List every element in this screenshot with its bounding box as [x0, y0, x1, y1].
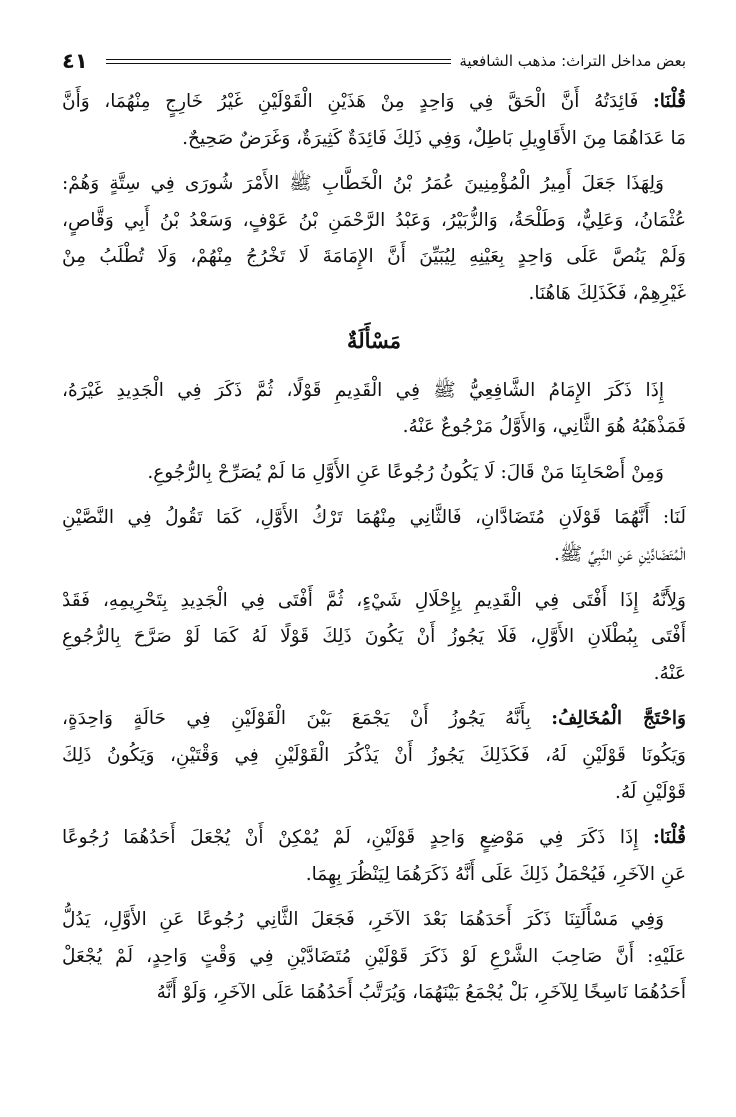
text-line	[62, 902, 686, 939]
paragraph	[62, 583, 686, 693]
page-number: ٤١	[62, 48, 88, 73]
line-text: غَيْرِهِمْ، فَكَذَلِكَ هَاهُنَا.	[528, 282, 686, 304]
paragraph	[62, 84, 686, 157]
text-line	[62, 537, 686, 574]
line-text: أَحَدُهُمَا نَاسِخًا لِلآخَرِ، بَلْ يُجْمَعُ بَيْنَهُمَا، وَيُرَتَّبُ أَحَدُهُمَا عَلَى الآخَرِ، وَلَوْ أَنَّهُ	[156, 982, 686, 1004]
section-heading: مَسْأَلَةٌ	[346, 327, 402, 353]
text-line	[62, 820, 686, 857]
text-line	[62, 500, 686, 537]
text-line	[62, 373, 686, 410]
line-text: عَلَيْهِ: أَنَّ صَاحِبَ الشَّرْعِ لَوْ ذَكَرَ قَوْلَيْنِ مُتَضَادَّيْنِ فِي وَقْتٍ وَاحِدٍ، لَمْ يُجْعَلْ	[62, 945, 686, 967]
paragraph-lead: قُلْنَا:	[652, 827, 686, 849]
paragraph	[62, 820, 686, 893]
line-text: قَوْلَيْنِ لَهُ.	[614, 781, 686, 803]
line-text: إِذَا ذَكَرَ فِي مَوْضِعٍ وَاحِدٍ قَوْلَيْنِ، لَمْ يُمْكِنْ أَنْ يُجْعَلَ أَحَدُهُمَا رُجُوعًا	[62, 827, 639, 849]
line-text: فَمَذْهَبُهُ هُوَ الثَّانِي، وَالأَوَّلُ مَرْجُوعٌ عَنْهُ.	[402, 416, 686, 438]
text-line	[62, 701, 686, 738]
line-text: الْمُتَضَادَّيْنِ عَنِ النَّبِيِّ ﷺ.	[553, 543, 686, 565]
line-text: وَفِي مَسْأَلَتِنَا ذَكَرَ أَحَدَهُمَا بَعْدَ الآخَرِ، فَجَعَلَ الثَّانِي رُجُوعًا عَنِ الأَوَّلِ، يَدُلُّ	[62, 909, 664, 931]
text-line	[62, 775, 686, 812]
text-line	[62, 166, 686, 203]
paragraph	[62, 701, 686, 811]
line-text: وَيَكُونَا قَوْلَيْنِ لَهُ، فَكَذَلِكَ يَجُوزُ أَنْ يَذْكُرَ الْقَوْلَيْنِ فِي وَقْتَيْنِ، وَيَكُونُ ذَلِكَ	[62, 744, 686, 766]
paragraph	[62, 500, 686, 573]
text-line	[62, 409, 686, 446]
line-text: فَائِدَتُهُ أَنَّ الْحَقَّ فِي وَاحِدٍ مِنْ هَذَيْنِ الْقَوْلَيْنِ غَيْرُ خَارِجٍ مِنْهُمَا، وَأَنَّ	[62, 91, 639, 112]
text-line	[62, 203, 686, 240]
header-rule	[106, 59, 452, 64]
line-text: وَلِهَذَا جَعَلَ أَمِيرُ الْمُؤْمِنِينَ عُمَرُ بْنُ الْخَطَّابِ ﷺ الأَمْرَ شُورَى فِي سِتَّةٍ وَهُمْ:	[62, 173, 664, 195]
line-text: عَنْهُ.	[653, 662, 686, 684]
line-text: عُثْمَانُ، وَعَلِيٌّ، وَطَلْحَةُ، وَالزُّبَيْرُ، وَعَبْدُ الرَّحْمَنِ بْنُ عَوْفٍ، وَسَعْدُ بْنُ أَبِي وَقَّاصٍ،	[62, 209, 686, 231]
running-title: بعض مداخل التراث: مذهب الشافعية	[459, 52, 686, 70]
text-line	[62, 939, 686, 976]
page-body	[62, 84, 686, 1021]
text-line	[62, 121, 686, 158]
paragraph	[62, 373, 686, 446]
line-text: وَلَمْ يَنُصَّ عَلَى وَاحِدٍ بِعَيْنِهِ لِيُبَيِّنَ أَنَّ الإِمَامَةَ لَا تَخْرُجُ مِنْهُمْ، وَلَا تُطْلَبُ مِنْ	[62, 246, 686, 268]
text-line	[62, 738, 686, 775]
paragraph	[62, 455, 686, 492]
text-line	[62, 619, 686, 656]
page-header	[62, 44, 686, 78]
paragraph-lead: قُلْنَا:	[652, 91, 686, 112]
text-line	[62, 857, 686, 894]
line-text: بِأَنَّهُ يَجُوزُ أَنْ يَجْمَعَ بَيْنَ الْقَوْلَيْنِ فِي حَالَةٍ وَاحِدَةٍ،	[62, 708, 531, 730]
paragraph	[62, 166, 686, 312]
line-text: عَنِ الآخَرِ، فَيُحْمَلُ ذَلِكَ عَلَى أَنَّهُ ذَكَرَهُمَا لِيَنْظُرَ بِهِمَا.	[305, 863, 686, 885]
text-line	[62, 276, 686, 313]
line-text: وَلِأَنَّهُ إِذَا أَفْتَى فِي الْقَدِيمِ بِإِحْلَالِ شَيْءٍ، ثُمَّ أَفْتَى فِي الْجَدِيدِ بِتَحْرِيمِهِ، فَقَدْ	[62, 589, 686, 611]
line-text: مَا عَدَاهُمَا مِنَ الأَقَاوِيلِ بَاطِلٌ، وَفِي ذَلِكَ فَائِدَةٌ كَثِيرَةٌ، وَغَرَضٌ صَحِيحٌ.	[182, 127, 686, 149]
text-line	[62, 455, 686, 492]
line-text: أَفْتَى بِبُطْلَانِ الأَوَّلِ، فَلَا يَجُوزُ أَنْ يَكُونَ ذَلِكَ قَوْلًا لَهُ كَمَا لَوْ صَرَّحَ بِالرُّجُوعِ	[62, 626, 686, 648]
paragraph	[62, 902, 686, 1012]
line-text: وَمِنْ أَصْحَابِنَا مَنْ قَالَ: لَا يَكُونُ رُجُوعًا عَنِ الأَوَّلِ مَا لَمْ يُصَرِّحْ بِالرُّجُوعِ.	[147, 461, 664, 483]
line-text: إِذَا ذَكَرَ الإِمَامُ الشَّافِعِيُّ ﷺ فِي الْقَدِيمِ قَوْلًا، ثُمَّ ذَكَرَ فِي الْجَدِيدِ غَيْرَهُ،	[62, 379, 664, 401]
text-line	[62, 656, 686, 693]
text-line	[62, 84, 686, 121]
line-text: لَنَا: أَنَّهُمَا قَوْلَانِ مُتَضَادَّانِ، فَالثَّانِي مِنْهُمَا تَرْكُ الأَوَّلِ، كَمَا تَقُولُ فِي النَّصَّيْنِ	[62, 507, 686, 529]
paragraph-lead: وَاحْتَجَّ الْمُخَالِفُ:	[551, 708, 686, 730]
text-line	[62, 975, 686, 1012]
text-line	[62, 239, 686, 276]
text-line	[62, 583, 686, 620]
